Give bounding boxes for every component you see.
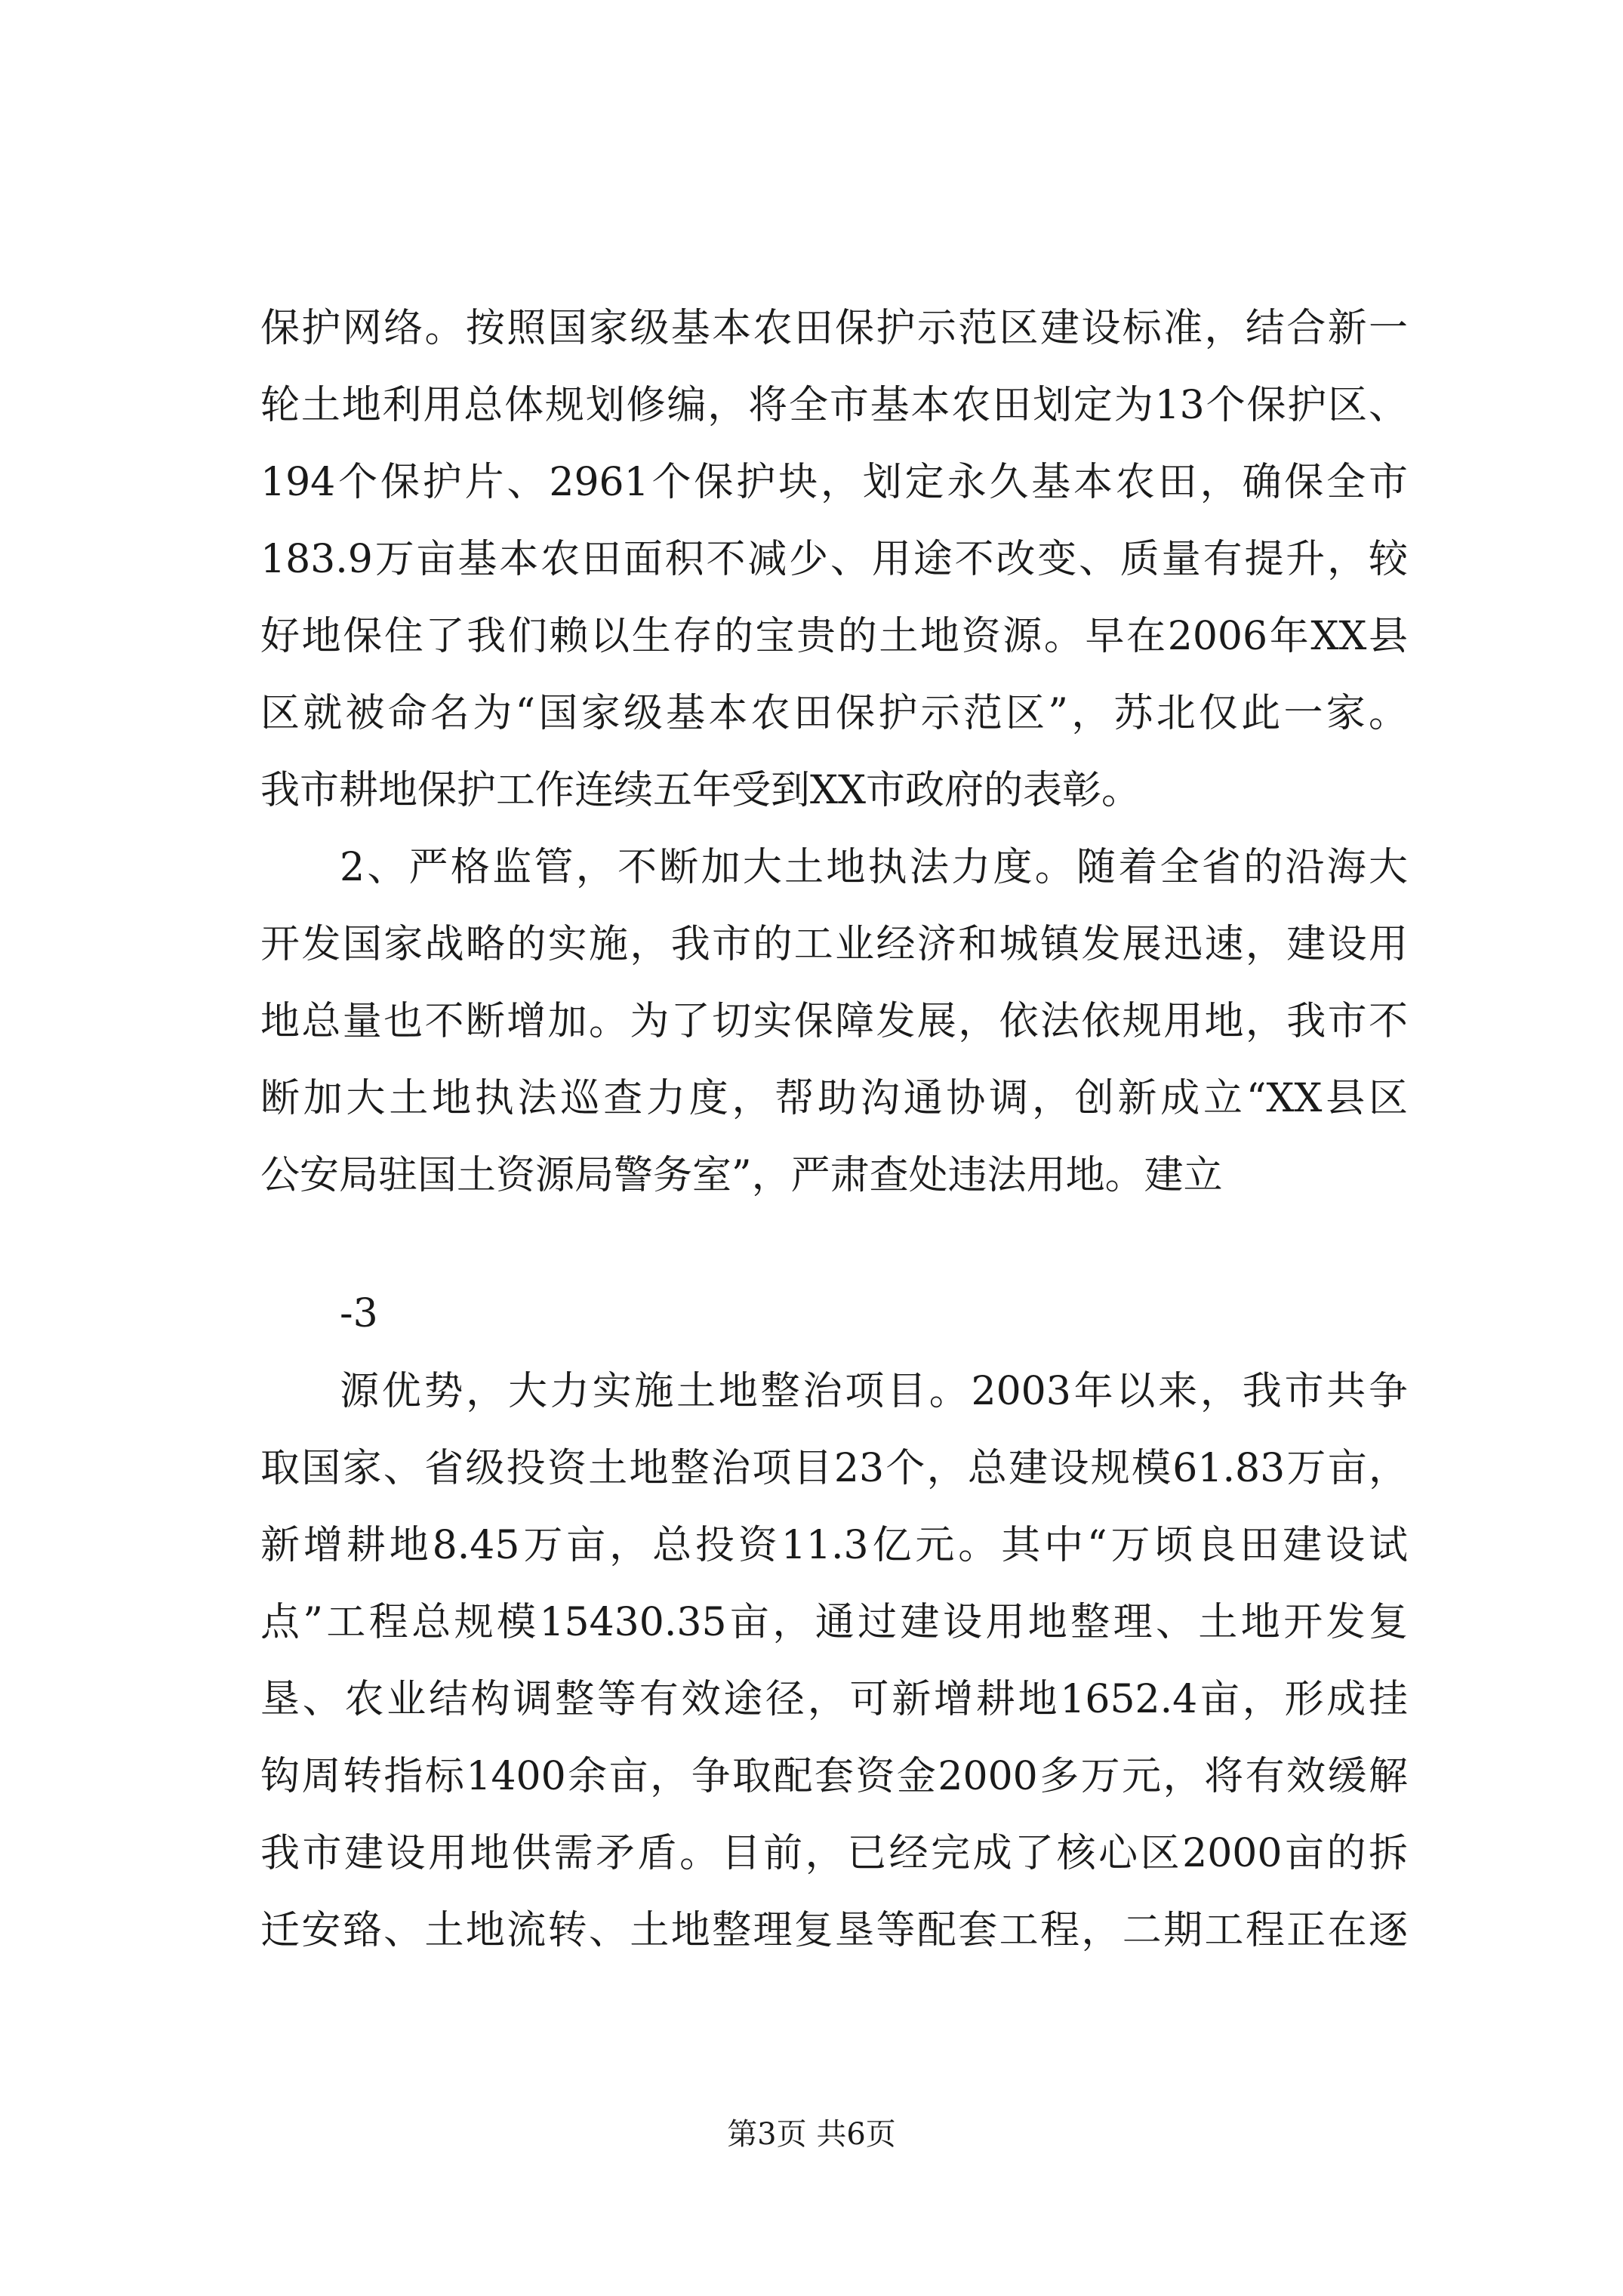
- text-line: 钩周转指标1400余亩，争取配套资金2000多万元，将有效缓解: [260, 1754, 1408, 1799]
- text-line: 新增耕地8.45万亩，总投资11.3亿元。其中“万顷良田建设试: [260, 1523, 1408, 1568]
- text-line: 垦、农业结构调整等有效途径，可新增耕地1652.4亩，形成挂: [260, 1677, 1408, 1722]
- text-line: 我市建设用地供需矛盾。目前，已经完成了核心区2000亩的拆: [260, 1831, 1408, 1876]
- page-marker: -3: [340, 1291, 378, 1336]
- text-line: 迁安臵、土地流转、土地整理复垦等配套工程，二期工程正在逐: [260, 1908, 1408, 1953]
- text-line: 地总量也不断增加。为了切实保障发展，依法依规用地，我市不: [260, 999, 1408, 1044]
- page-footer: 第3页 共6页: [727, 2117, 896, 2152]
- text-line: 点”工程总规模15430.35亩，通过建设用地整理、土地开发复: [260, 1600, 1408, 1645]
- text-line: 我市耕地保护工作连续五年受到XX市政府的表彰。: [260, 768, 1141, 813]
- text-line: 194个保护片、2961个保护块，划定永久基本农田，确保全市: [260, 460, 1408, 505]
- text-line: 开发国家战略的实施，我市的工业经济和城镇发展迅速，建设用: [260, 922, 1408, 967]
- text-line: 区就被命名为“国家级基本农田保护示范区”，苏北仅此一家。: [260, 691, 1408, 736]
- paragraph-first-line: 2、严格监管，不断加大土地执法力度。随着全省的沿海大: [340, 845, 1408, 890]
- text-line: 保护网络。按照国家级基本农田保护示范区建设标准，结合新一: [260, 306, 1408, 351]
- text-line: 好地保住了我们赖以生存的宝贵的土地资源。早在2006年XX县: [260, 614, 1408, 659]
- text-line: 公安局驻国土资源局警务室”，严肃查处违法用地。建立: [260, 1153, 1223, 1198]
- paragraph-first-line: 源优势，大力实施土地整治项目。2003年以来，我市共争: [340, 1369, 1408, 1414]
- text-line: 183.9万亩基本农田面积不减少、用途不改变、质量有提升，较: [260, 537, 1408, 582]
- text-line: 断加大土地执法巡查力度，帮助沟通协调，创新成立“XX县区: [260, 1076, 1408, 1121]
- text-line: 轮土地利用总体规划修编，将全市基本农田划定为13个保护区、: [260, 383, 1408, 428]
- text-line: 取国家、省级投资土地整治项目23个，总建设规模61.83万亩，: [260, 1446, 1408, 1491]
